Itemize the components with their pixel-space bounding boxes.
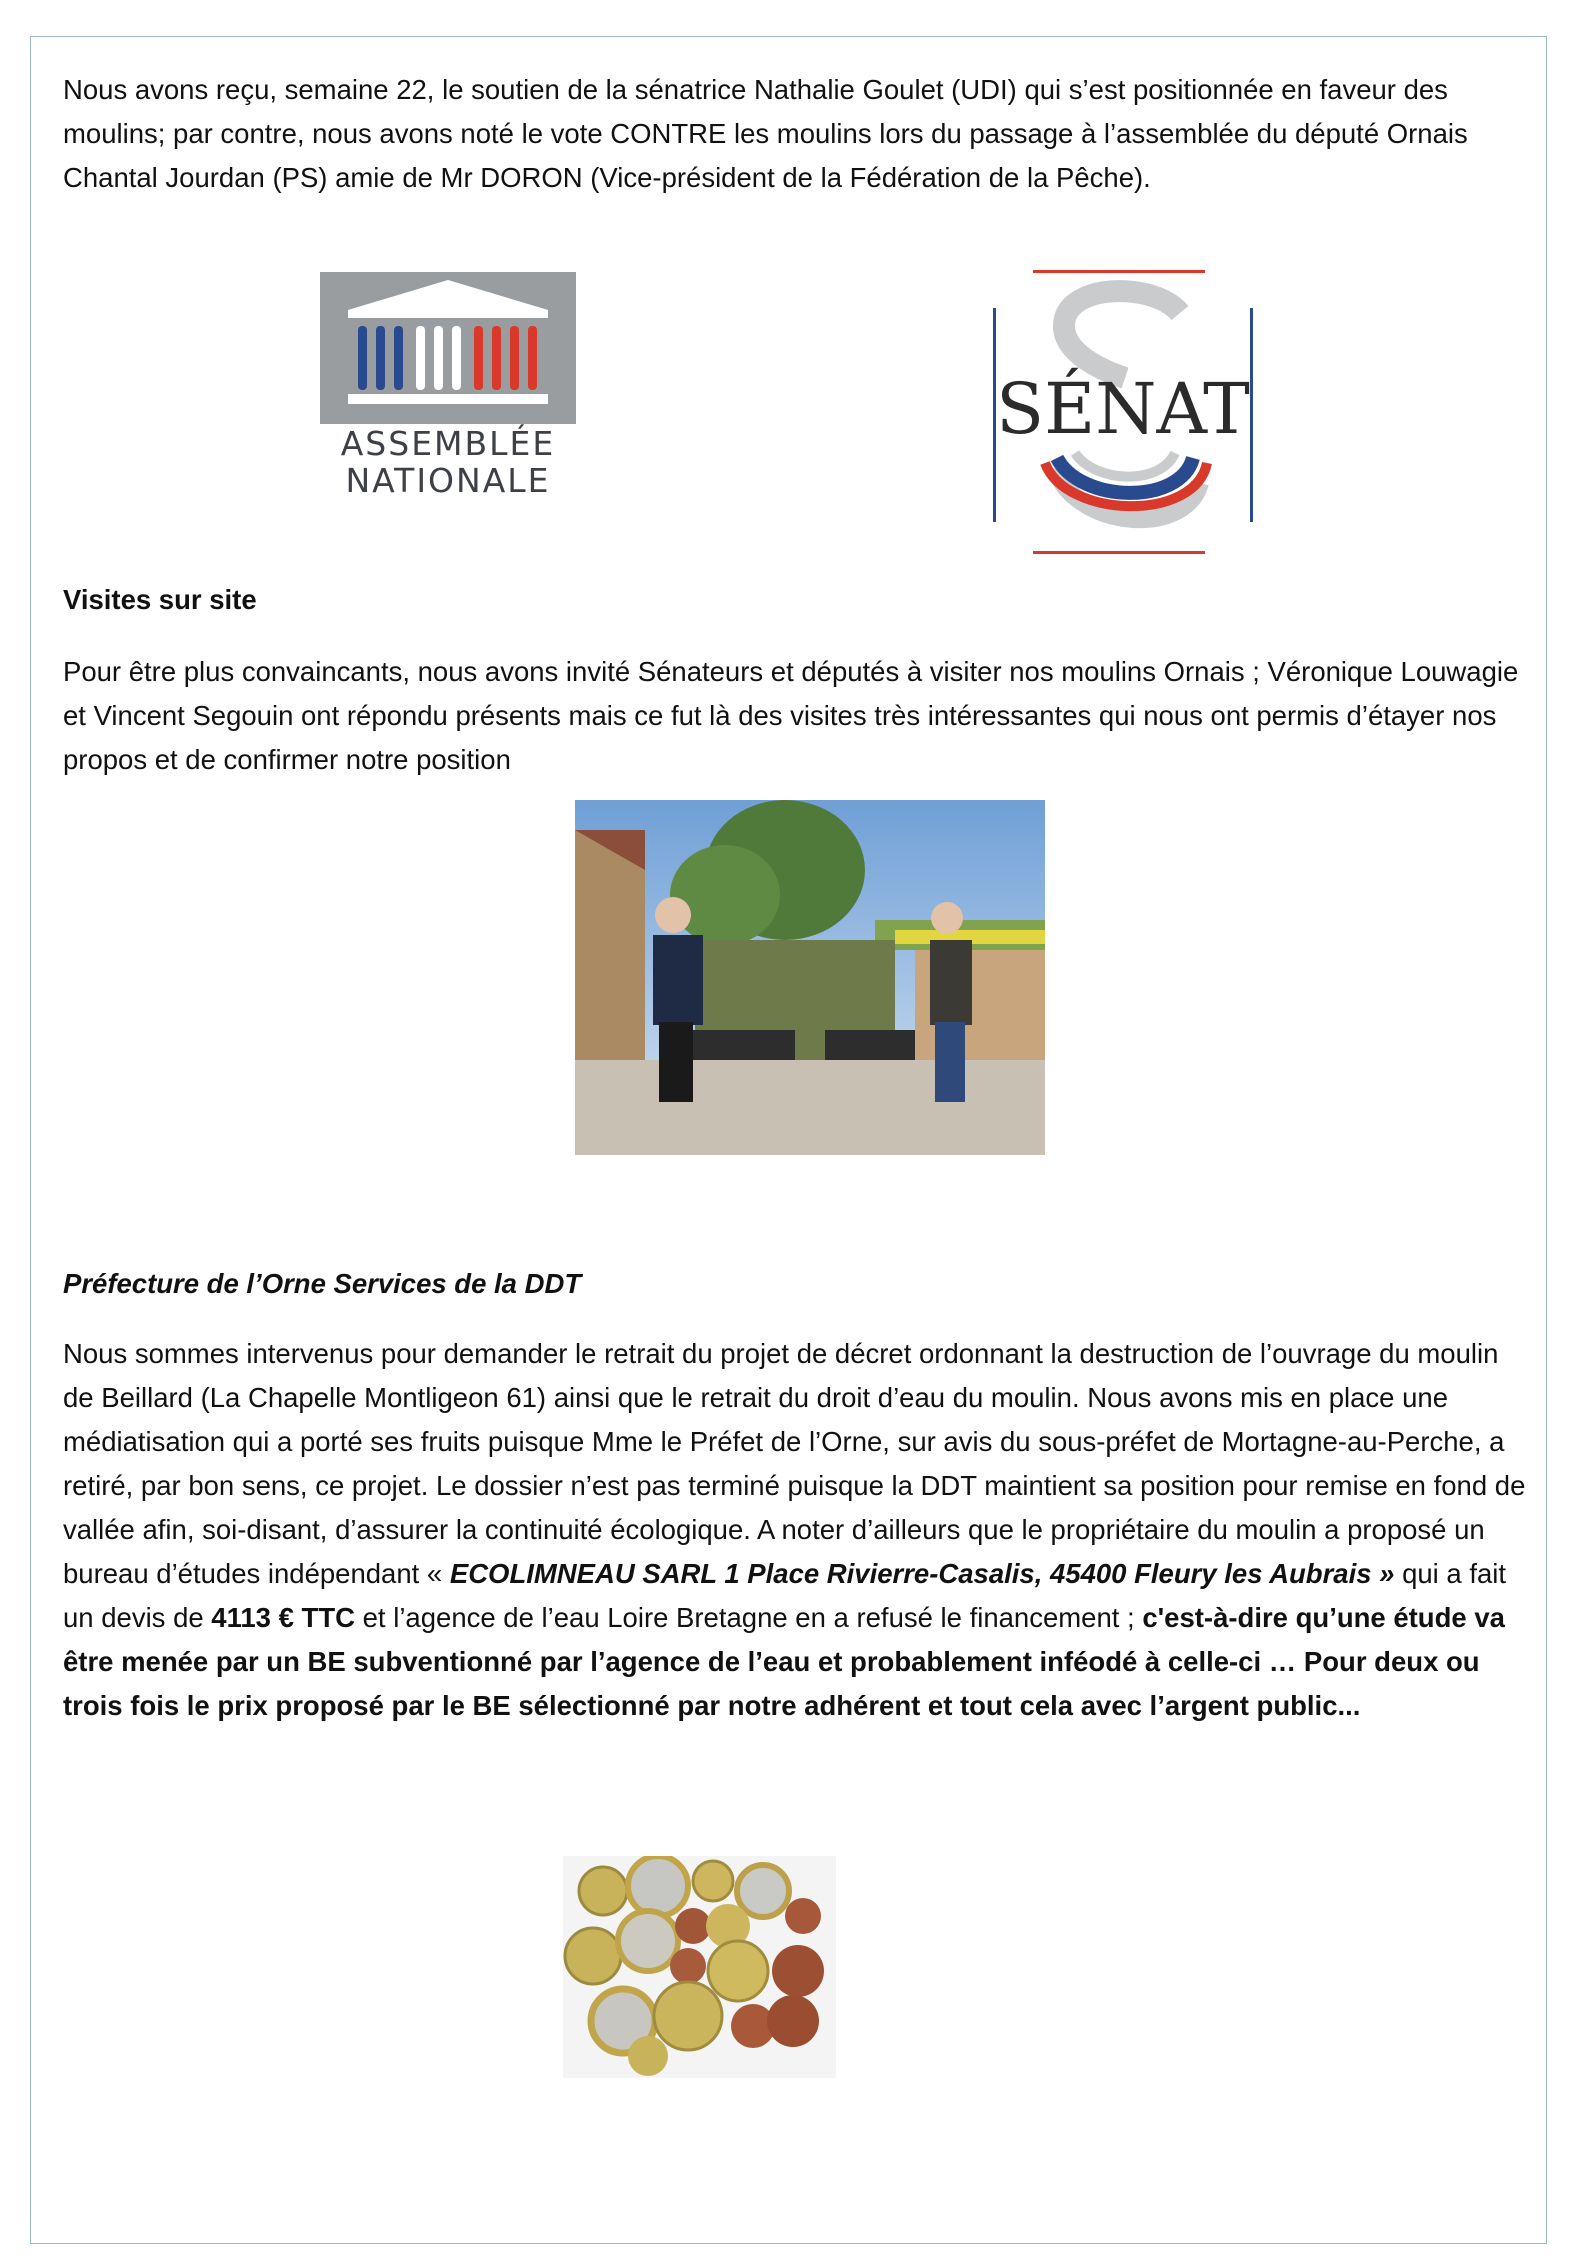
bureau-name: ECOLIMNEAU SARL 1 Place Rivierre-Casalis, 45400 Fleury les Aubrais » — [449, 1558, 1395, 1589]
intro-paragraph: Nous avons reçu, semaine 22, le soutien de la sénatrice Nathalie Goulet (UDI) qui s’est positionnée en faveur des moulins; par contre, nous avons noté le vote CONTRE les moulins lors du passage à l’assemblée du député Ornais Chantal Jourdan (PS) amie de Mr DORON (Vice-président de la Fédération de la Pêche). — [63, 74, 1468, 193]
assemblee-line2: NATIONALE — [345, 461, 551, 500]
prefecture-text-part2: qui a fait un devis de — [63, 1558, 1507, 1633]
assemblee-nationale-logo — [318, 270, 578, 500]
euro-coins-photo — [563, 1856, 836, 2078]
quote-amount: 4113 € TTC — [211, 1602, 355, 1633]
visites-paragraph: Pour être plus convaincants, nous avons invité Sénateurs et députés à visiter nos moulins Ornais ; Véronique Louwagie et Vincent Segouin ont répondu présents mais ce fut là des visites très intéressantes qui nous ont permis d’étayer nos propos et de confirmer notre position — [63, 656, 1519, 775]
assemblee-line1: ASSEMBLÉE — [340, 424, 556, 463]
prefecture-text-part3: et l’agence de l’eau Loire Bretagne en a refusé le financement ; — [355, 1602, 1143, 1633]
senat-logo — [985, 268, 1260, 558]
mill-visit-photo — [575, 800, 1045, 1155]
senat-wordmark: SÉNAT — [996, 368, 1250, 450]
prefecture-paragraph — [63, 1332, 1533, 1728]
prefecture-heading: Préfecture de l’Orne Services de la DDT — [63, 1268, 582, 1299]
prefecture-text-part1: Nous sommes intervenus pour demander le retrait du projet de décret ordonnant la destruction de l’ouvrage du moulin de Beillard (La Chapelle Montligeon 61) ainsi que le retrait du droit d’eau du moulin. Nous avons mis en place une médiatisation qui a porté ses fruits puisque Mme le Préfet de l’Orne, sur avis du sous-préfet de Mortagne-au-Perche, a retiré, par bon sens, ce projet. Le dossier n’est pas terminé puisque la DDT maintient sa position pour remise en fond de vallée afin, soi-disant, d’assurer la continuité écologique. A noter d’ailleurs que le propriétaire du moulin a proposé un bureau d’études indépendant « — [63, 1338, 1526, 1589]
visites-heading: Visites sur site — [63, 584, 257, 615]
prefecture-conclusion: c'est-à-dire qu’une étude va être menée par un BE subventionné par l’agence de l’eau et probablement inféodé à celle-ci … Pour deux ou trois fois le prix proposé par le BE sélectionné par notre adhérent et tout cela avec l’argent public... — [63, 1602, 1505, 1721]
